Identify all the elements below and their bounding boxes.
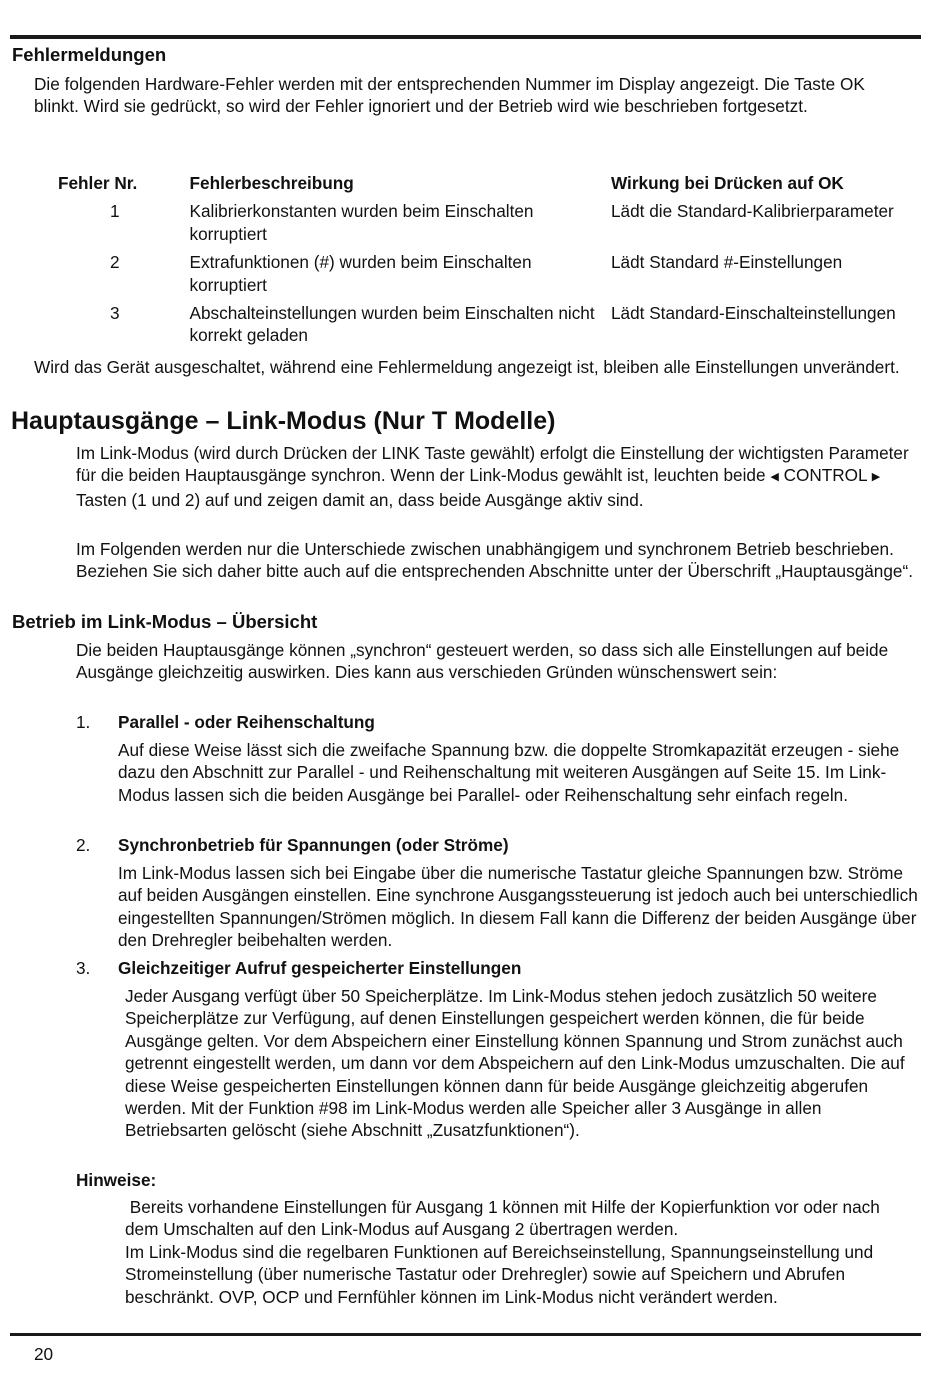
error-description: Kalibrierkonstanten wurden beim Einschalten korruptiert: [189, 201, 534, 244]
arrow-left-icon: ◀: [770, 471, 779, 484]
col-header-nr: Fehler Nr.: [58, 173, 138, 193]
bottom-rule: [10, 1333, 921, 1336]
list-title-2: Synchronbetrieb für Spannungen (oder Ströme): [118, 835, 509, 855]
fehler-intro: Die folgenden Hardware-Fehler werden mit der entsprechenden Nummer im Display angezeigt. Die Taste OK blinkt. Wird sie gedrückt, so wird der Fehler ignoriert und der Betrieb wird wie beschrieben fortgesetzt.: [34, 74, 865, 117]
error-number: 1: [109, 201, 120, 222]
error-number: 2: [109, 252, 120, 273]
heading-fehlermeldungen: Fehlermeldungen: [12, 44, 167, 65]
list-number-1: 1.: [76, 712, 91, 732]
error-description: Abschalteinstellungen wurden beim Einschalten nicht korrekt geladen: [189, 303, 595, 346]
error-effect: Lädt die Standard-Kalibrierparameter: [610, 201, 894, 222]
control-label: CONTROL: [783, 465, 867, 486]
link-paragraph-2: Im Folgenden werden nur die Unterschiede zwischen unabhängigem und synchronem Betrieb beschrieben. Beziehen Sie sich daher bitte auch auf die entsprechenden Abschnitte unter der Überschrift „Hauptausgänge“.: [76, 539, 913, 582]
list-title-3: Gleichzeitiger Aufruf gespeicherter Einstellungen: [118, 958, 522, 978]
list-number-2: 2.: [76, 835, 91, 855]
hinweise-text-1: Bereits vorhandene Einstellungen für Ausgang 1 können mit Hilfe der Kopierfunktion vor oder nach dem Umschalten auf den Link-Modus auf Ausgang 2 übertragen werden.: [125, 1197, 885, 1240]
page-number: 20: [34, 1344, 54, 1364]
table-row: [58, 200, 950, 251]
heading-link-modus: Hauptausgänge – Link-Modus (Nur T Modelle): [11, 407, 556, 435]
error-effect: Lädt Standard #-Einstellungen: [610, 252, 843, 273]
hinweise-heading: Hinweise:: [76, 1170, 157, 1190]
link-p1-text-before: Im Link-Modus (wird durch Drücken der LINK Taste gewählt) erfolgt die Einstellung der wichtigsten Parameter für die beiden Hauptausgänge synchron. Wenn der Link-Modus gewählt ist, leuchten beide: [76, 443, 909, 486]
col-header-wirkung: Wirkung bei Drücken auf OK: [610, 173, 844, 193]
error-effect: Lädt Standard-Einschalteinstellungen: [610, 303, 896, 324]
top-rule: [10, 35, 921, 39]
link-paragraph-1: [76, 442, 916, 511]
heading-betrieb-uebersicht: Betrieb im Link-Modus – Übersicht: [12, 611, 318, 632]
list-text-3: Jeder Ausgang verfügt über 50 Speicherplätze. Im Link-Modus stehen jedoch zusätzlich 50 weitere Speicherplätze zur Verfügung, auf denen Einstellungen gespeichert werden können, die für beide Ausgänge gelten. Vor dem Abspeichern einer Einstellung können Spannung und Strom zunächst auch getrennt eingestellt werden, um dann vor dem Abspeichern auf den Link-Modus umzuschalten. Die auf diese Weise gespeicherten Einstellungen können dann für beide Ausgänge gleichzeitig abgerufen werden. Mit der Funktion #98 im Link-Modus werden alle Speicher aller 3 Ausgänge in allen Betriebsarten gelöscht (siehe Abschnitt „Zusatzfunktionen“).: [125, 986, 905, 1141]
col-header-beschreibung: Fehlerbeschreibung: [189, 173, 354, 193]
table-row: [58, 302, 950, 353]
error-number: 3: [109, 303, 120, 324]
list-number-3: 3.: [76, 958, 91, 978]
table-row: [58, 251, 950, 302]
link-p1-text-after: Tasten (1 und 2) auf und zeigen damit an, dass beide Ausgänge aktiv sind.: [76, 489, 644, 510]
betrieb-intro: Die beiden Hauptausgänge können „synchron“ gesteuert werden, so dass sich alle Einstellungen auf beide Ausgänge gleichzeitig auswirken. Dies kann aus verschieden Gründen wünschenswert sein:: [76, 640, 889, 683]
hinweise-text-2: Im Link-Modus sind die regelbaren Funktionen auf Bereichseinstellung, Spannungseinstellung und Stromeinstellung (über numerische Tastatur oder Drehregler) sowie auf Speichern und Abrufen beschränkt. OVP, OCP und Fernfühler können im Link-Modus nicht verändert werden.: [125, 1242, 874, 1307]
error-description: Extrafunktionen (#) wurden beim Einschalten korruptiert: [189, 252, 532, 295]
arrow-right-icon: ▶: [871, 471, 881, 484]
list-text-1: Auf diese Weise lässt sich die zweifache Spannung bzw. die doppelte Stromkapazität erzeugen - siehe dazu den Abschnitt zur Parallel - und Reihenschaltung mit weiteren Ausgängen auf Seite 15. Im Link-Modus lassen sich die beiden Ausgänge bei Parallel- oder Reihenschaltung sehr einfach regeln.: [118, 740, 900, 805]
list-text-2: Im Link-Modus lassen sich bei Eingabe über die numerische Tastatur gleiche Spannungen bzw. Ströme auf beiden Ausgängen einstellen. Eine synchrone Ausgangssteuerung ist jedoch auch bei unterschiedlich eingestellten Spannungen/Strömen möglich. In diesem Fall kann die Differenz der beiden Ausgänge über den Drehregler beibehalten werden.: [118, 863, 918, 951]
fehler-outro: Wird das Gerät ausgeschaltet, während eine Fehlermeldung angezeigt ist, bleiben alle Einstellungen unverändert.: [34, 357, 900, 377]
list-title-1: Parallel - oder Reihenschaltung: [118, 712, 375, 732]
error-table: [58, 172, 950, 353]
error-table-header: [58, 172, 950, 200]
